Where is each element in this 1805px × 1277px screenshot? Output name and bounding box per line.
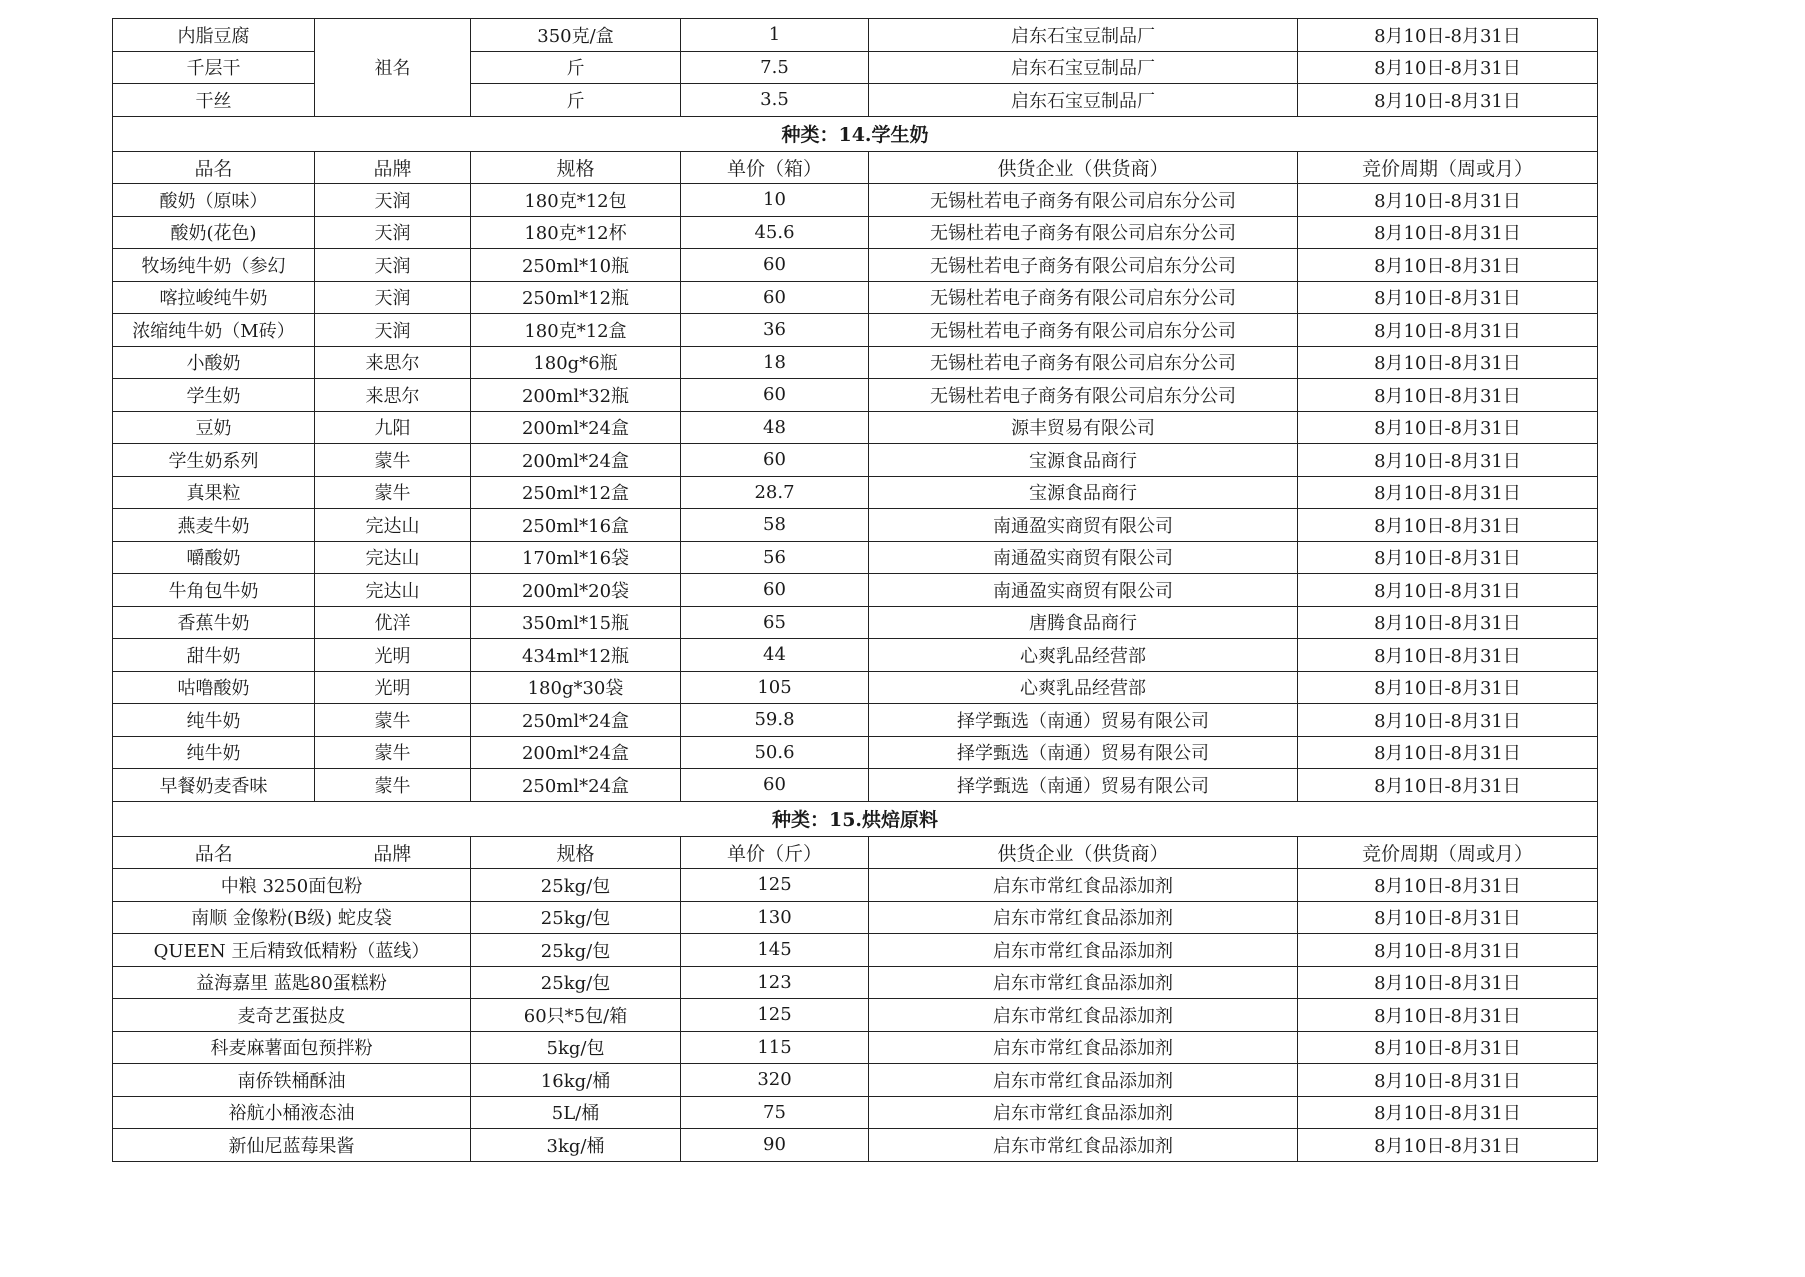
- cell-period: 8月10日-8月31日: [1298, 411, 1598, 444]
- table-row: [113, 476, 1598, 509]
- cell-price: 48: [681, 411, 869, 444]
- cell-period: 8月10日-8月31日: [1298, 184, 1598, 217]
- cell-price: 44: [681, 639, 869, 672]
- cell-spec: 250ml*12盒: [471, 476, 681, 509]
- cell-spec: 200ml*24盒: [471, 736, 681, 769]
- cell-brand: [315, 84, 471, 117]
- cell-period: 8月10日-8月31日: [1298, 704, 1598, 737]
- cell-supplier: 启东石宝豆制品厂: [869, 19, 1298, 52]
- cell-supplier: 启东市常红食品添加剂: [869, 901, 1298, 934]
- cell-spec: 434ml*12瓶: [471, 639, 681, 672]
- table-row: [113, 606, 1598, 639]
- cell-price: 130: [681, 901, 869, 934]
- section-title-row: [113, 116, 1598, 151]
- cell-name: 香蕉牛奶: [113, 606, 315, 639]
- cell-period: 8月10日-8月31日: [1298, 19, 1598, 52]
- table-row: [113, 379, 1598, 412]
- cell-name: 浓缩纯牛奶（M砖）: [113, 314, 315, 347]
- cell-price: 1: [681, 19, 869, 52]
- cell-spec: 180克*12包: [471, 184, 681, 217]
- cell-spec: 180g*6瓶: [471, 346, 681, 379]
- cell-brand: 完达山: [315, 509, 471, 542]
- table-row: [113, 541, 1598, 574]
- cell-name: 裕航小桶液态油: [113, 1096, 471, 1129]
- table-row: [113, 84, 1598, 117]
- cell-spec: 250ml*10瓶: [471, 249, 681, 282]
- cell-supplier: 启东市常红食品添加剂: [869, 869, 1298, 902]
- cell-spec: 5kg/包: [471, 1031, 681, 1064]
- cell-spec: 斤: [471, 84, 681, 117]
- cell-price: 125: [681, 869, 869, 902]
- table-row: [113, 51, 1598, 84]
- cell-name: 燕麦牛奶: [113, 509, 315, 542]
- header-supplier: 供货企业（供货商）: [869, 836, 1298, 869]
- cell-brand: 祖名: [315, 51, 471, 84]
- header-row: [113, 836, 1598, 869]
- cell-name: 咕噜酸奶: [113, 671, 315, 704]
- header-name: 品名: [194, 842, 233, 865]
- cell-name: 科麦麻薯面包预拌粉: [113, 1031, 471, 1064]
- cell-name: 麦奇艺蛋挞皮: [113, 999, 471, 1032]
- cell-price: 123: [681, 966, 869, 999]
- cell-supplier: 启东市常红食品添加剂: [869, 966, 1298, 999]
- cell-period: 8月10日-8月31日: [1298, 869, 1598, 902]
- section-title: 种类：15.烘焙原料: [113, 801, 1598, 836]
- cell-period: 8月10日-8月31日: [1298, 314, 1598, 347]
- cell-period: 8月10日-8月31日: [1298, 509, 1598, 542]
- header-spec: 规格: [471, 151, 681, 184]
- table-row: [113, 411, 1598, 444]
- cell-period: 8月10日-8月31日: [1298, 249, 1598, 282]
- cell-supplier: 择学甄选（南通）贸易有限公司: [869, 736, 1298, 769]
- cell-price: 7.5: [681, 51, 869, 84]
- cell-price: 50.6: [681, 736, 869, 769]
- cell-period: 8月10日-8月31日: [1298, 769, 1598, 802]
- cell-name: 酸奶(花色): [113, 216, 315, 249]
- cell-spec: 25kg/包: [471, 934, 681, 967]
- cell-brand: 蒙牛: [315, 704, 471, 737]
- cell-price: 115: [681, 1031, 869, 1064]
- cell-supplier: 唐腾食品商行: [869, 606, 1298, 639]
- cell-period: 8月10日-8月31日: [1298, 346, 1598, 379]
- table-row: [113, 1129, 1598, 1162]
- cell-period: 8月10日-8月31日: [1298, 1064, 1598, 1097]
- table-row: [113, 736, 1598, 769]
- header-name-brand: [113, 836, 471, 869]
- cell-price: 45.6: [681, 216, 869, 249]
- cell-supplier: 无锡杜若电子商务有限公司启东分公司: [869, 346, 1298, 379]
- cell-supplier: 启东市常红食品添加剂: [869, 1129, 1298, 1162]
- table-row: [113, 901, 1598, 934]
- cell-period: 8月10日-8月31日: [1298, 84, 1598, 117]
- cell-supplier: 无锡杜若电子商务有限公司启东分公司: [869, 184, 1298, 217]
- table-row: [113, 934, 1598, 967]
- header-name: 品名: [113, 151, 315, 184]
- cell-brand: 天润: [315, 184, 471, 217]
- cell-price: 145: [681, 934, 869, 967]
- cell-price: 60: [681, 249, 869, 282]
- section-title: 种类：14.学生奶: [113, 116, 1598, 151]
- cell-supplier: 南通盈实商贸有限公司: [869, 509, 1298, 542]
- cell-period: 8月10日-8月31日: [1298, 736, 1598, 769]
- cell-period: 8月10日-8月31日: [1298, 541, 1598, 574]
- cell-price: 56: [681, 541, 869, 574]
- cell-period: 8月10日-8月31日: [1298, 574, 1598, 607]
- cell-price: 105: [681, 671, 869, 704]
- table-row: [113, 1064, 1598, 1097]
- cell-spec: 200ml*32瓶: [471, 379, 681, 412]
- cell-period: 8月10日-8月31日: [1298, 901, 1598, 934]
- cell-name: 中粮 3250面包粉: [113, 869, 471, 902]
- cell-brand: 光明: [315, 639, 471, 672]
- cell-price: 90: [681, 1129, 869, 1162]
- cell-name: 酸奶（原味）: [113, 184, 315, 217]
- cell-supplier: 择学甄选（南通）贸易有限公司: [869, 704, 1298, 737]
- table-row: [113, 1031, 1598, 1064]
- cell-brand: 蒙牛: [315, 476, 471, 509]
- header-price: 单价（斤）: [681, 836, 869, 869]
- header-supplier: 供货企业（供货商）: [869, 151, 1298, 184]
- cell-price: 75: [681, 1096, 869, 1129]
- table-row: [113, 249, 1598, 282]
- cell-price: 59.8: [681, 704, 869, 737]
- cell-spec: 200ml*20袋: [471, 574, 681, 607]
- cell-name: 纯牛奶: [113, 704, 315, 737]
- cell-spec: 180克*12杯: [471, 216, 681, 249]
- cell-name: 真果粒: [113, 476, 315, 509]
- cell-price: 60: [681, 769, 869, 802]
- cell-name: 牛角包牛奶: [113, 574, 315, 607]
- cell-brand: 九阳: [315, 411, 471, 444]
- cell-spec: 25kg/包: [471, 966, 681, 999]
- table-row: [113, 1096, 1598, 1129]
- cell-price: 60: [681, 281, 869, 314]
- cell-period: 8月10日-8月31日: [1298, 934, 1598, 967]
- cell-price: 320: [681, 1064, 869, 1097]
- cell-supplier: 心爽乳品经营部: [869, 639, 1298, 672]
- table-row: [113, 184, 1598, 217]
- cell-supplier: 启东市常红食品添加剂: [869, 1064, 1298, 1097]
- header-row: [113, 151, 1598, 184]
- cell-spec: 170ml*16袋: [471, 541, 681, 574]
- cell-spec: 350ml*15瓶: [471, 606, 681, 639]
- table-row: [113, 671, 1598, 704]
- cell-price: 65: [681, 606, 869, 639]
- cell-period: 8月10日-8月31日: [1298, 639, 1598, 672]
- header-spec: 规格: [471, 836, 681, 869]
- cell-spec: 25kg/包: [471, 869, 681, 902]
- cell-spec: 16kg/桶: [471, 1064, 681, 1097]
- header-brand: 品牌: [315, 151, 471, 184]
- cell-supplier: 无锡杜若电子商务有限公司启东分公司: [869, 314, 1298, 347]
- cell-spec: 5L/桶: [471, 1096, 681, 1129]
- table-row: [113, 574, 1598, 607]
- cell-name: 甜牛奶: [113, 639, 315, 672]
- cell-name: 学生奶系列: [113, 444, 315, 477]
- cell-period: 8月10日-8月31日: [1298, 444, 1598, 477]
- cell-brand: 天润: [315, 281, 471, 314]
- table-row: [113, 314, 1598, 347]
- cell-supplier: 启东市常红食品添加剂: [869, 999, 1298, 1032]
- cell-period: 8月10日-8月31日: [1298, 216, 1598, 249]
- cell-period: 8月10日-8月31日: [1298, 1096, 1598, 1129]
- cell-supplier: 心爽乳品经营部: [869, 671, 1298, 704]
- table-row: [113, 346, 1598, 379]
- header-period: 竞价周期（周或月）: [1298, 836, 1598, 869]
- cell-name: 南侨铁桶酥油: [113, 1064, 471, 1097]
- cell-name: 纯牛奶: [113, 736, 315, 769]
- cell-price: 3.5: [681, 84, 869, 117]
- cell-name: 新仙尼蓝莓果酱: [113, 1129, 471, 1162]
- header-price: 单价（箱）: [681, 151, 869, 184]
- cell-supplier: 启东市常红食品添加剂: [869, 1031, 1298, 1064]
- cell-spec: 60只*5包/箱: [471, 999, 681, 1032]
- cell-period: 8月10日-8月31日: [1298, 379, 1598, 412]
- cell-price: 60: [681, 379, 869, 412]
- cell-price: 58: [681, 509, 869, 542]
- table-row: [113, 216, 1598, 249]
- price-table: [112, 18, 1598, 1162]
- cell-brand: 蒙牛: [315, 769, 471, 802]
- cell-price: 36: [681, 314, 869, 347]
- table-row: [113, 509, 1598, 542]
- cell-supplier: 宝源食品商行: [869, 444, 1298, 477]
- cell-price: 60: [681, 444, 869, 477]
- table-row: [113, 444, 1598, 477]
- table-row: [113, 704, 1598, 737]
- cell-period: 8月10日-8月31日: [1298, 476, 1598, 509]
- cell-supplier: 启东市常红食品添加剂: [869, 1096, 1298, 1129]
- cell-brand: [315, 19, 471, 52]
- price-sheet: [112, 18, 1597, 1162]
- cell-supplier: 无锡杜若电子商务有限公司启东分公司: [869, 216, 1298, 249]
- cell-price: 60: [681, 574, 869, 607]
- cell-supplier: 启东石宝豆制品厂: [869, 84, 1298, 117]
- cell-brand: 天润: [315, 249, 471, 282]
- cell-price: 125: [681, 999, 869, 1032]
- cell-spec: 180克*12盒: [471, 314, 681, 347]
- cell-name: 嚼酸奶: [113, 541, 315, 574]
- table-row: [113, 966, 1598, 999]
- table-row: [113, 19, 1598, 52]
- cell-name: 豆奶: [113, 411, 315, 444]
- cell-supplier: 无锡杜若电子商务有限公司启东分公司: [869, 249, 1298, 282]
- cell-name: 喀拉峻纯牛奶: [113, 281, 315, 314]
- header-brand: 品牌: [373, 842, 412, 865]
- cell-spec: 25kg/包: [471, 901, 681, 934]
- cell-brand: 优洋: [315, 606, 471, 639]
- cell-name: 早餐奶麦香味: [113, 769, 315, 802]
- cell-name: 干丝: [113, 84, 315, 117]
- cell-price: 28.7: [681, 476, 869, 509]
- table-row: [113, 869, 1598, 902]
- cell-name: 南顺 金像粉(B级) 蛇皮袋: [113, 901, 471, 934]
- cell-supplier: 启东石宝豆制品厂: [869, 51, 1298, 84]
- cell-name: 益海嘉里 蓝匙80蛋糕粉: [113, 966, 471, 999]
- cell-spec: 250ml*12瓶: [471, 281, 681, 314]
- cell-period: 8月10日-8月31日: [1298, 281, 1598, 314]
- table-row: [113, 281, 1598, 314]
- table-row: [113, 769, 1598, 802]
- cell-brand: 来思尔: [315, 346, 471, 379]
- cell-supplier: 源丰贸易有限公司: [869, 411, 1298, 444]
- cell-spec: 350克/盒: [471, 19, 681, 52]
- cell-period: 8月10日-8月31日: [1298, 999, 1598, 1032]
- cell-period: 8月10日-8月31日: [1298, 1031, 1598, 1064]
- cell-spec: 250ml*16盒: [471, 509, 681, 542]
- cell-brand: 完达山: [315, 574, 471, 607]
- cell-brand: 蒙牛: [315, 736, 471, 769]
- cell-supplier: 无锡杜若电子商务有限公司启东分公司: [869, 281, 1298, 314]
- cell-period: 8月10日-8月31日: [1298, 1129, 1598, 1162]
- cell-period: 8月10日-8月31日: [1298, 966, 1598, 999]
- cell-brand: 天润: [315, 314, 471, 347]
- cell-spec: 200ml*24盒: [471, 411, 681, 444]
- cell-spec: 斤: [471, 51, 681, 84]
- cell-spec: 180g*30袋: [471, 671, 681, 704]
- cell-spec: 250ml*24盒: [471, 704, 681, 737]
- cell-brand: 完达山: [315, 541, 471, 574]
- cell-supplier: 南通盈实商贸有限公司: [869, 541, 1298, 574]
- cell-brand: 光明: [315, 671, 471, 704]
- cell-spec: 200ml*24盒: [471, 444, 681, 477]
- table-row: [113, 999, 1598, 1032]
- cell-name: 牧场纯牛奶（参幻: [113, 249, 315, 282]
- cell-supplier: 择学甄选（南通）贸易有限公司: [869, 769, 1298, 802]
- section-title-row: [113, 801, 1598, 836]
- cell-supplier: 启东市常红食品添加剂: [869, 934, 1298, 967]
- cell-name: 内脂豆腐: [113, 19, 315, 52]
- cell-supplier: 宝源食品商行: [869, 476, 1298, 509]
- cell-name: QUEEN 王后精致低精粉（蓝线）: [113, 934, 471, 967]
- table-row: [113, 639, 1598, 672]
- cell-price: 10: [681, 184, 869, 217]
- cell-name: 小酸奶: [113, 346, 315, 379]
- cell-period: 8月10日-8月31日: [1298, 671, 1598, 704]
- cell-name: 千层干: [113, 51, 315, 84]
- cell-brand: 天润: [315, 216, 471, 249]
- header-period: 竞价周期（周或月）: [1298, 151, 1598, 184]
- cell-period: 8月10日-8月31日: [1298, 606, 1598, 639]
- cell-price: 18: [681, 346, 869, 379]
- cell-supplier: 南通盈实商贸有限公司: [869, 574, 1298, 607]
- cell-brand: 来思尔: [315, 379, 471, 412]
- cell-brand: 蒙牛: [315, 444, 471, 477]
- cell-spec: 250ml*24盒: [471, 769, 681, 802]
- cell-name: 学生奶: [113, 379, 315, 412]
- cell-spec: 3kg/桶: [471, 1129, 681, 1162]
- cell-supplier: 无锡杜若电子商务有限公司启东分公司: [869, 379, 1298, 412]
- cell-period: 8月10日-8月31日: [1298, 51, 1598, 84]
